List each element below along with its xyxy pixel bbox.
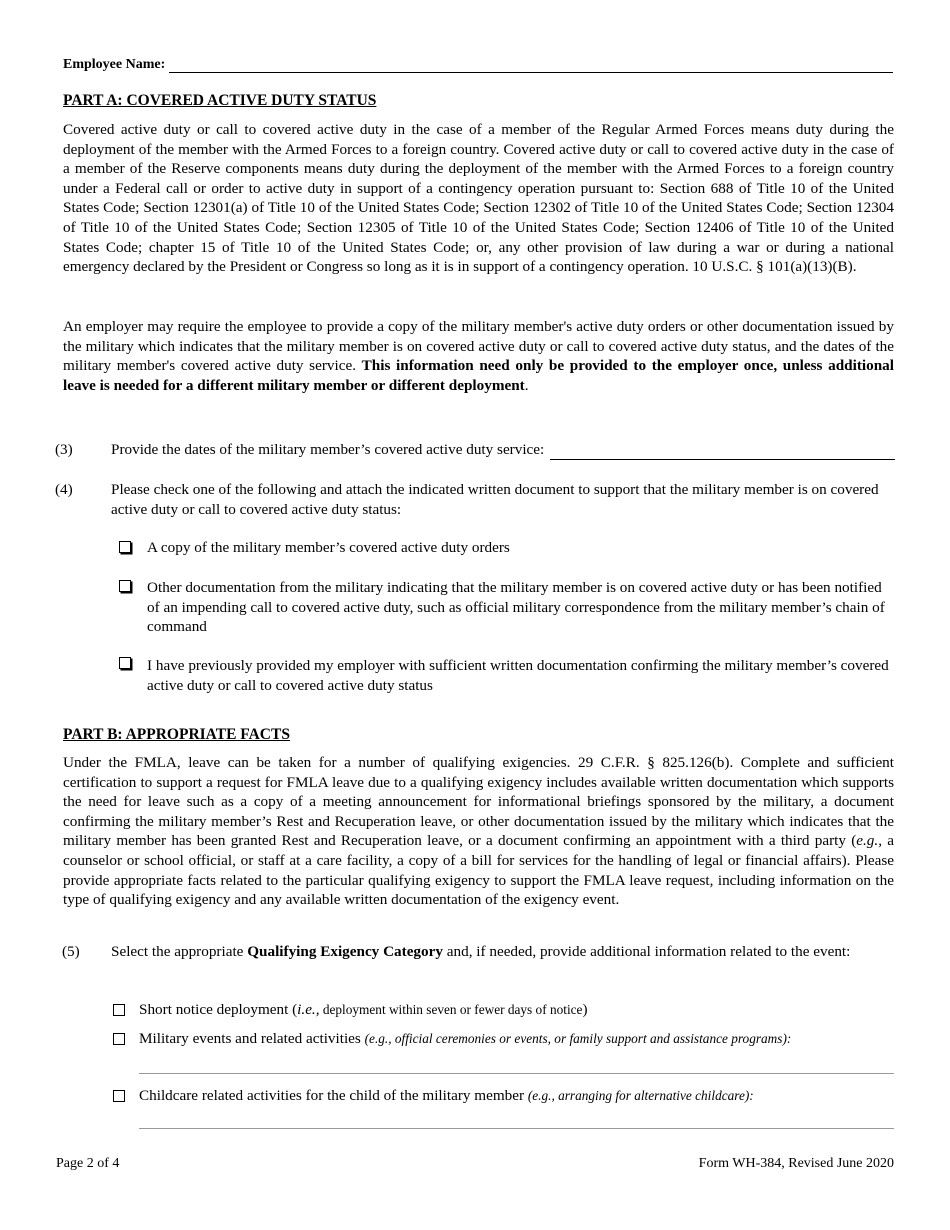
childcare-details-field[interactable] [139, 1128, 894, 1129]
option-1-close: ) [582, 1001, 588, 1018]
option-military-events [139, 1029, 791, 1049]
option-previously-provided: I have previously provided my employer with sufficient written documentation confirming the military member’s covered active duty or call to covered active duty status [147, 657, 889, 694]
part-a-paragraph-1: Covered active duty or call to covered active duty in the case of a member of the Regular Armed Forces means duty during the deployment of the member with the Armed Forces to a foreign country. Covered active duty or call to covered active duty in the case of a member of the Reserve components means duty during the deployment of the member with the Armed Forces to a foreign country under a Federal call or order to active duty in support of a contingency operation pursuant to: Section 688 of Title 10 of the United States Code; Section 12301(a) of Title 10 of the United States Code; Section 12302 of Title 10 of the United States Code; Section 12304 of Title 10 of the United States Code; Section 12305 of Title 10 of the United States Code; Section 12406 of Title 10 of the United States Code; chapter 15 of Title 10 of the United States Code; or, any other provision of law during a war or during a national emergency declared by the President or Congress so long as it is in support of a contingency operation. 10 U.S.C. § 101(a)(13)(B). [63, 121, 894, 276]
part-a-paragraph-2-end: . [524, 376, 529, 394]
part-a-heading: PART A: COVERED ACTIVE DUTY STATUS [63, 92, 377, 109]
checkbox-other-documentation[interactable] [119, 580, 131, 592]
option-1-ie: i.e., [297, 1001, 320, 1018]
form-revision: Form WH-384, Revised June 2020 [698, 1156, 894, 1171]
military-events-details-field[interactable] [139, 1073, 894, 1074]
part-b-paragraph-a: Under the FMLA, leave can be taken for a number of qualifying exigencies. 29 C.F.R. § 825.126(b). Complete and sufficient certification to support a request for FMLA leave due to a qualifying exigency includes available written documentation which supports the need for leave such as a copy of a meeting announcement for informational briefings sponsored by the military, a document confirming the military member’s Rest and Recuperation leave, or other documentation issued by the military which indicates that the military member has been granted Rest and Recuperation leave, or a document confirming an appointment with a third party ( [63, 754, 894, 850]
employee-name-label: Employee Name: [63, 57, 166, 72]
page-number: Page 2 of 4 [56, 1156, 120, 1171]
option-2-label: Military events and related activities [139, 1030, 365, 1047]
part-a-paragraph-2-text: An employer may require the employee to provide a copy of the military member's active duty orders or other documentation issued by the military which indicates that the military member is on covered active duty or call to covered active duty status, and the dates of the military member's covered active duty service. [63, 318, 894, 375]
part-b-paragraph [63, 753, 894, 910]
question-4-number: (4) [55, 481, 73, 498]
question-5-text-after: and, if needed, provide additional information related to the event: [442, 943, 851, 960]
part-b-heading: PART B: APPROPRIATE FACTS [63, 726, 290, 743]
active-duty-dates-field[interactable] [550, 444, 895, 460]
part-a-paragraph-2-bold: This information need only be provided to the employer once, unless additional leave is needed for a different military member or different deployment [63, 357, 894, 394]
option-1-label: Short notice deployment ( [139, 1001, 298, 1018]
option-short-notice-deployment [139, 1000, 588, 1020]
employee-name-field[interactable] [169, 57, 893, 73]
part-a-paragraph-2 [63, 317, 894, 395]
part-b-paragraph-eg: e.g. [856, 832, 879, 850]
question-5-text-bold: Qualifying Exigency Category [247, 943, 443, 960]
question-5-text [111, 942, 895, 962]
checkbox-previously-provided[interactable] [119, 657, 131, 669]
option-active-duty-orders: A copy of the military member’s covered active duty orders [147, 539, 510, 556]
checkbox-active-duty-orders[interactable] [119, 541, 131, 553]
question-3-number: (3) [55, 441, 73, 458]
question-5-text-before: Select the appropriate [111, 943, 248, 960]
option-3-label: Childcare related activities for the child of the military member [139, 1087, 528, 1104]
option-other-documentation: Other documentation from the military indicating that the military member is on covered active duty or has been notified of an impending call to covered active duty, such as official military correspondence from the military member’s chain of command [147, 579, 885, 636]
question-5-number: (5) [62, 943, 80, 960]
question-4-text: Please check one of the following and attach the indicated written document to support that the military member is on covered active duty or call to covered active duty status: [111, 481, 879, 518]
option-3-example: (e.g., arranging for alternative childcare): [527, 1088, 754, 1103]
checkbox-childcare-activities[interactable] [113, 1090, 125, 1102]
checkbox-military-events[interactable] [113, 1033, 125, 1045]
employee-name-row [63, 57, 893, 73]
option-childcare-activities [139, 1086, 754, 1106]
question-3 [111, 440, 895, 460]
part-b-paragraph-b: , a counselor or school official, or staff at a care facility, a copy of a bill for services for the handling of legal or financial affairs). Please provide appropriate facts related to the particular qualifying exigency to support the FMLA leave request, including information on the type of qualifying exigency and any available written documentation of the exigency event. [63, 832, 894, 909]
option-1-detail: deployment within seven or fewer days of notice [319, 1002, 583, 1017]
question-3-text: Provide the dates of the military member’s covered active duty service: [111, 441, 545, 458]
option-2-example: (e.g., official ceremonies or events, or family support and assistance programs): [364, 1031, 792, 1046]
checkbox-short-notice-deployment[interactable] [113, 1004, 125, 1016]
